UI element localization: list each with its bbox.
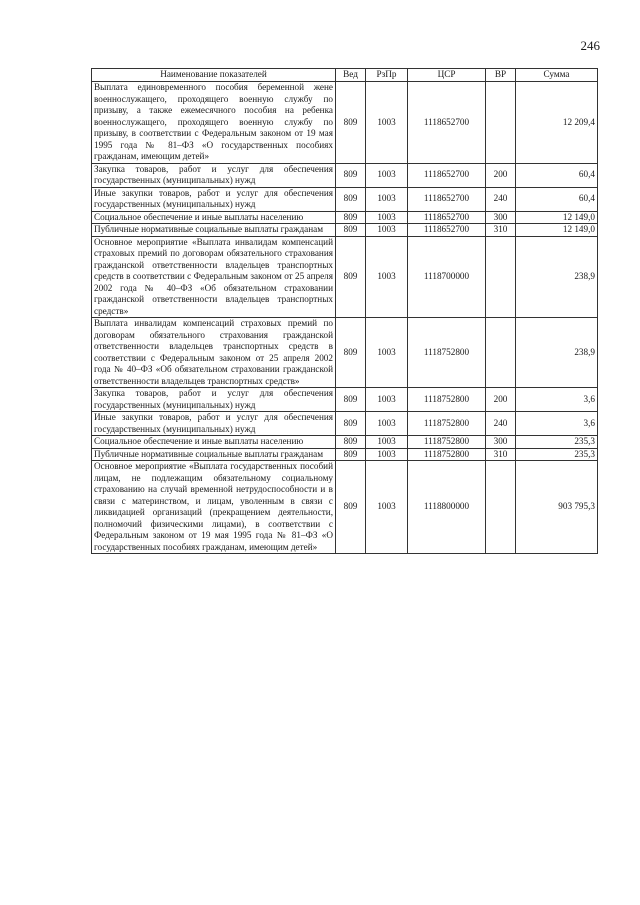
- table-row: [92, 211, 598, 224]
- row-name: Иные закупки товаров, работ и услуг для обеспечения государственных (муниципальных) нужд: [92, 412, 336, 436]
- row-csr: 1118752800: [408, 412, 486, 436]
- row-rzpr: 1003: [366, 448, 408, 461]
- row-sum: 60,4: [516, 163, 598, 187]
- row-name: Основное мероприятие «Выплата инвалидам компенсаций страховых премий по договорам обязательного страхования гражданской ответственности владельцев транспортных средств в соответствии с Федеральным законом от 25 апреля 2002 года № 40–ФЗ «Об обязательном страховании гражданской ответственности владельцев транспортных средств»: [92, 236, 336, 318]
- row-vr: 200: [486, 163, 516, 187]
- row-rzpr: 1003: [366, 187, 408, 211]
- row-csr: 1118752800: [408, 436, 486, 449]
- header-csr: ЦСР: [408, 69, 486, 82]
- row-name: Социальное обеспечение и иные выплаты населению: [92, 211, 336, 224]
- row-csr: 1118652700: [408, 211, 486, 224]
- header-vr: ВР: [486, 69, 516, 82]
- table-row: [92, 448, 598, 461]
- row-name: Закупка товаров, работ и услуг для обеспечения государственных (муниципальных) нужд: [92, 388, 336, 412]
- row-rzpr: 1003: [366, 388, 408, 412]
- row-csr: 1118752800: [408, 388, 486, 412]
- row-ved: 809: [336, 236, 366, 318]
- row-vr: [486, 318, 516, 388]
- row-sum: 903 795,3: [516, 461, 598, 554]
- row-name: Выплата единовременного пособия беременной жене военнослужащего, проходящего военную службу по призыву, а также ежемесячного пособия на ребенка военнослужащего, проходящего военную службу по призыву, в соответствии с Федеральным законом от 19 мая 1995 года № 81–ФЗ «О государственных пособиях гражданам, имеющим детей»: [92, 82, 336, 164]
- row-name: Публичные нормативные социальные выплаты гражданам: [92, 224, 336, 237]
- table-row: [92, 318, 598, 388]
- row-name: Основное мероприятие «Выплата государственных пособий лицам, не подлежащим обязательному социальному страхованию на случай временной нетрудоспособности и в связи с материнством, и лицам, уволенным в связи с ликвидацией организаций (прекращением деятельности, полномочий физическими лицами), в соответствии с Федеральным законом от 19 мая 1995 года № 81–ФЗ «О государственных пособиях гражданам, имеющим детей»: [92, 461, 336, 554]
- table-row: [92, 388, 598, 412]
- row-vr: 300: [486, 436, 516, 449]
- row-name: Публичные нормативные социальные выплаты гражданам: [92, 448, 336, 461]
- row-sum: 12 149,0: [516, 211, 598, 224]
- row-vr: 200: [486, 388, 516, 412]
- row-ved: 809: [336, 412, 366, 436]
- header-ved: Вед: [336, 69, 366, 82]
- row-csr: 1118652700: [408, 163, 486, 187]
- row-vr: [486, 82, 516, 164]
- row-vr: 310: [486, 448, 516, 461]
- row-rzpr: 1003: [366, 318, 408, 388]
- row-rzpr: 1003: [366, 436, 408, 449]
- row-sum: 238,9: [516, 236, 598, 318]
- table-row: [92, 163, 598, 187]
- row-vr: 310: [486, 224, 516, 237]
- table-row: [92, 412, 598, 436]
- table-row: [92, 236, 598, 318]
- row-ved: 809: [336, 318, 366, 388]
- row-ved: 809: [336, 224, 366, 237]
- row-ved: 809: [336, 388, 366, 412]
- table-row: [92, 187, 598, 211]
- page-number: 246: [580, 38, 600, 53]
- row-ved: 809: [336, 187, 366, 211]
- row-name: Иные закупки товаров, работ и услуг для обеспечения государственных (муниципальных) нужд: [92, 187, 336, 211]
- row-vr: 300: [486, 211, 516, 224]
- row-csr: 1118652700: [408, 82, 486, 164]
- row-sum: 60,4: [516, 187, 598, 211]
- row-sum: 12 149,0: [516, 224, 598, 237]
- row-sum: 238,9: [516, 318, 598, 388]
- row-vr: [486, 461, 516, 554]
- budget-table: [91, 68, 598, 554]
- row-ved: 809: [336, 163, 366, 187]
- row-rzpr: 1003: [366, 412, 408, 436]
- row-rzpr: 1003: [366, 224, 408, 237]
- row-sum: 235,3: [516, 436, 598, 449]
- row-csr: 1118752800: [408, 448, 486, 461]
- row-ved: 809: [336, 211, 366, 224]
- row-rzpr: 1003: [366, 461, 408, 554]
- row-rzpr: 1003: [366, 236, 408, 318]
- row-vr: [486, 236, 516, 318]
- table-row: [92, 82, 598, 164]
- row-csr: 1118752800: [408, 318, 486, 388]
- row-name: Социальное обеспечение и иные выплаты населению: [92, 436, 336, 449]
- table-header-row: [92, 69, 598, 82]
- table-row: [92, 436, 598, 449]
- row-sum: 12 209,4: [516, 82, 598, 164]
- header-sum: Сумма: [516, 69, 598, 82]
- row-ved: 809: [336, 448, 366, 461]
- header-name: Наименование показателей: [92, 69, 336, 82]
- row-sum: 3,6: [516, 412, 598, 436]
- row-rzpr: 1003: [366, 211, 408, 224]
- row-sum: 3,6: [516, 388, 598, 412]
- row-csr: 1118700000: [408, 236, 486, 318]
- row-ved: 809: [336, 461, 366, 554]
- row-ved: 809: [336, 82, 366, 164]
- row-ved: 809: [336, 436, 366, 449]
- row-sum: 235,3: [516, 448, 598, 461]
- row-csr: 1118800000: [408, 461, 486, 554]
- row-csr: 1118652700: [408, 224, 486, 237]
- header-rzpr: РзПр: [366, 69, 408, 82]
- row-rzpr: 1003: [366, 163, 408, 187]
- table-row: [92, 224, 598, 237]
- row-name: Выплата инвалидам компенсаций страховых премий по договорам обязательного страхования гражданской ответственности владельцев транспортных средств в соответствии с Федеральным законом от 25 апреля 2002 года № 40–ФЗ «Об обязательном страховании гражданской ответственности владельцев транспортных средств»: [92, 318, 336, 388]
- row-vr: 240: [486, 412, 516, 436]
- table-row: [92, 461, 598, 554]
- row-vr: 240: [486, 187, 516, 211]
- row-rzpr: 1003: [366, 82, 408, 164]
- row-name: Закупка товаров, работ и услуг для обеспечения государственных (муниципальных) нужд: [92, 163, 336, 187]
- row-csr: 1118652700: [408, 187, 486, 211]
